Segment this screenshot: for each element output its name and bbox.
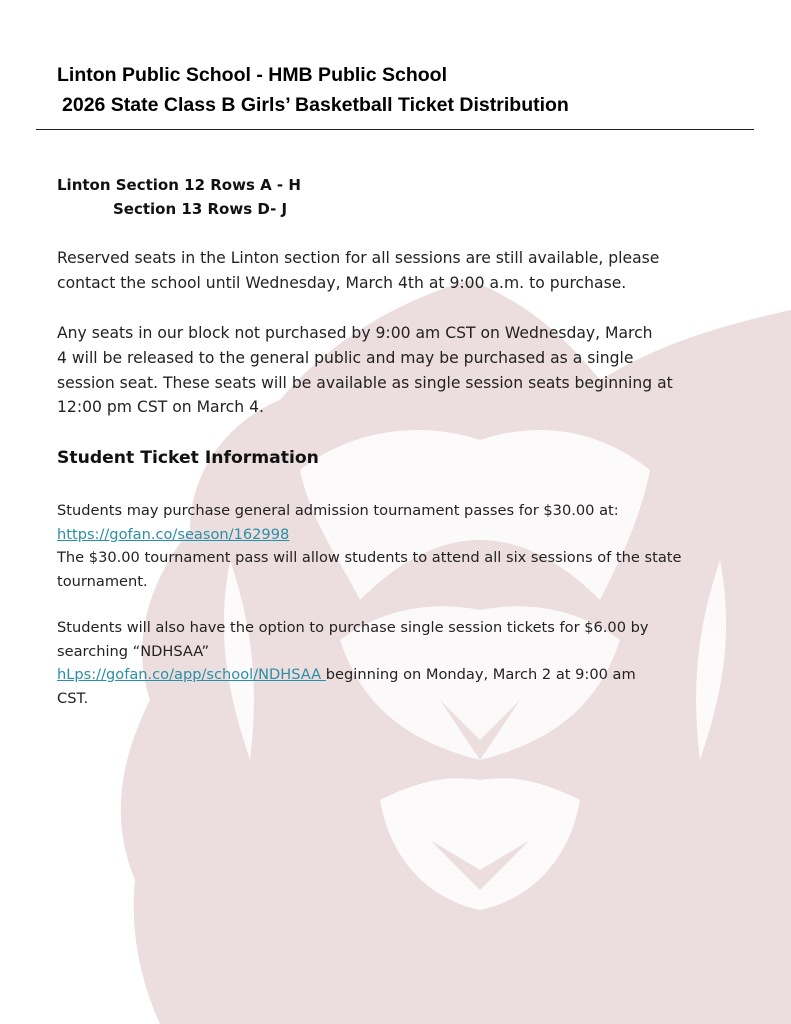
paragraph-line: 4 will be released to the general public and may be purchased as a single [57, 348, 634, 367]
reserved-seats-paragraph [57, 246, 659, 296]
season-pass-link[interactable]: https://gofan.co/season/162998 [57, 525, 290, 543]
title-divider [36, 129, 754, 130]
paragraph-line: CST. [57, 689, 89, 707]
ndhsaa-school-link[interactable]: hLps://gofan.co/app/school/NDHSAA [57, 666, 326, 683]
section-info-line-1: Linton Section 12 Rows A - H [57, 176, 301, 194]
section-info-line-2: Section 13 Rows D- J [113, 200, 288, 218]
document-title-line-2: 2026 State Class B Girls’ Basketball Ticket Distribution [62, 94, 569, 116]
paragraph-line: Students will also have the option to purchase single session tickets for $6.00 by [57, 619, 649, 636]
seat-release-paragraph [57, 321, 673, 420]
student-pass-paragraph [57, 499, 681, 593]
document-title-line-1: Linton Public School - HMB Public School [57, 64, 447, 86]
paragraph-line: The $30.00 tournament pass will allow students to attend all six sessions of the state [57, 549, 682, 566]
paragraph-line: Reserved seats in the Linton section for all sessions are still available, please [57, 249, 660, 267]
paragraph-line: 12:00 pm CST on March 4. [57, 398, 264, 417]
paragraph-line: searching “NDHSAA” [57, 642, 210, 660]
single-session-paragraph [57, 616, 649, 710]
link-suffix-text: beginning on Monday, March 2 at 9:00 am [325, 666, 636, 683]
paragraph-line: contact the school until Wednesday, March 4th at 9:00 a.m. to purchase. [57, 273, 627, 292]
paragraph-line: tournament. [57, 572, 148, 590]
paragraph-line: Any seats in our block not purchased by 9:00 am CST on Wednesday, March [57, 324, 653, 342]
paragraph-line: session seat. These seats will be available as single session seats beginning at [57, 373, 673, 392]
student-ticket-heading: Student Ticket Information [57, 448, 319, 468]
paragraph-line: Students may purchase general admission tournament passes for $30.00 at: [57, 502, 619, 519]
